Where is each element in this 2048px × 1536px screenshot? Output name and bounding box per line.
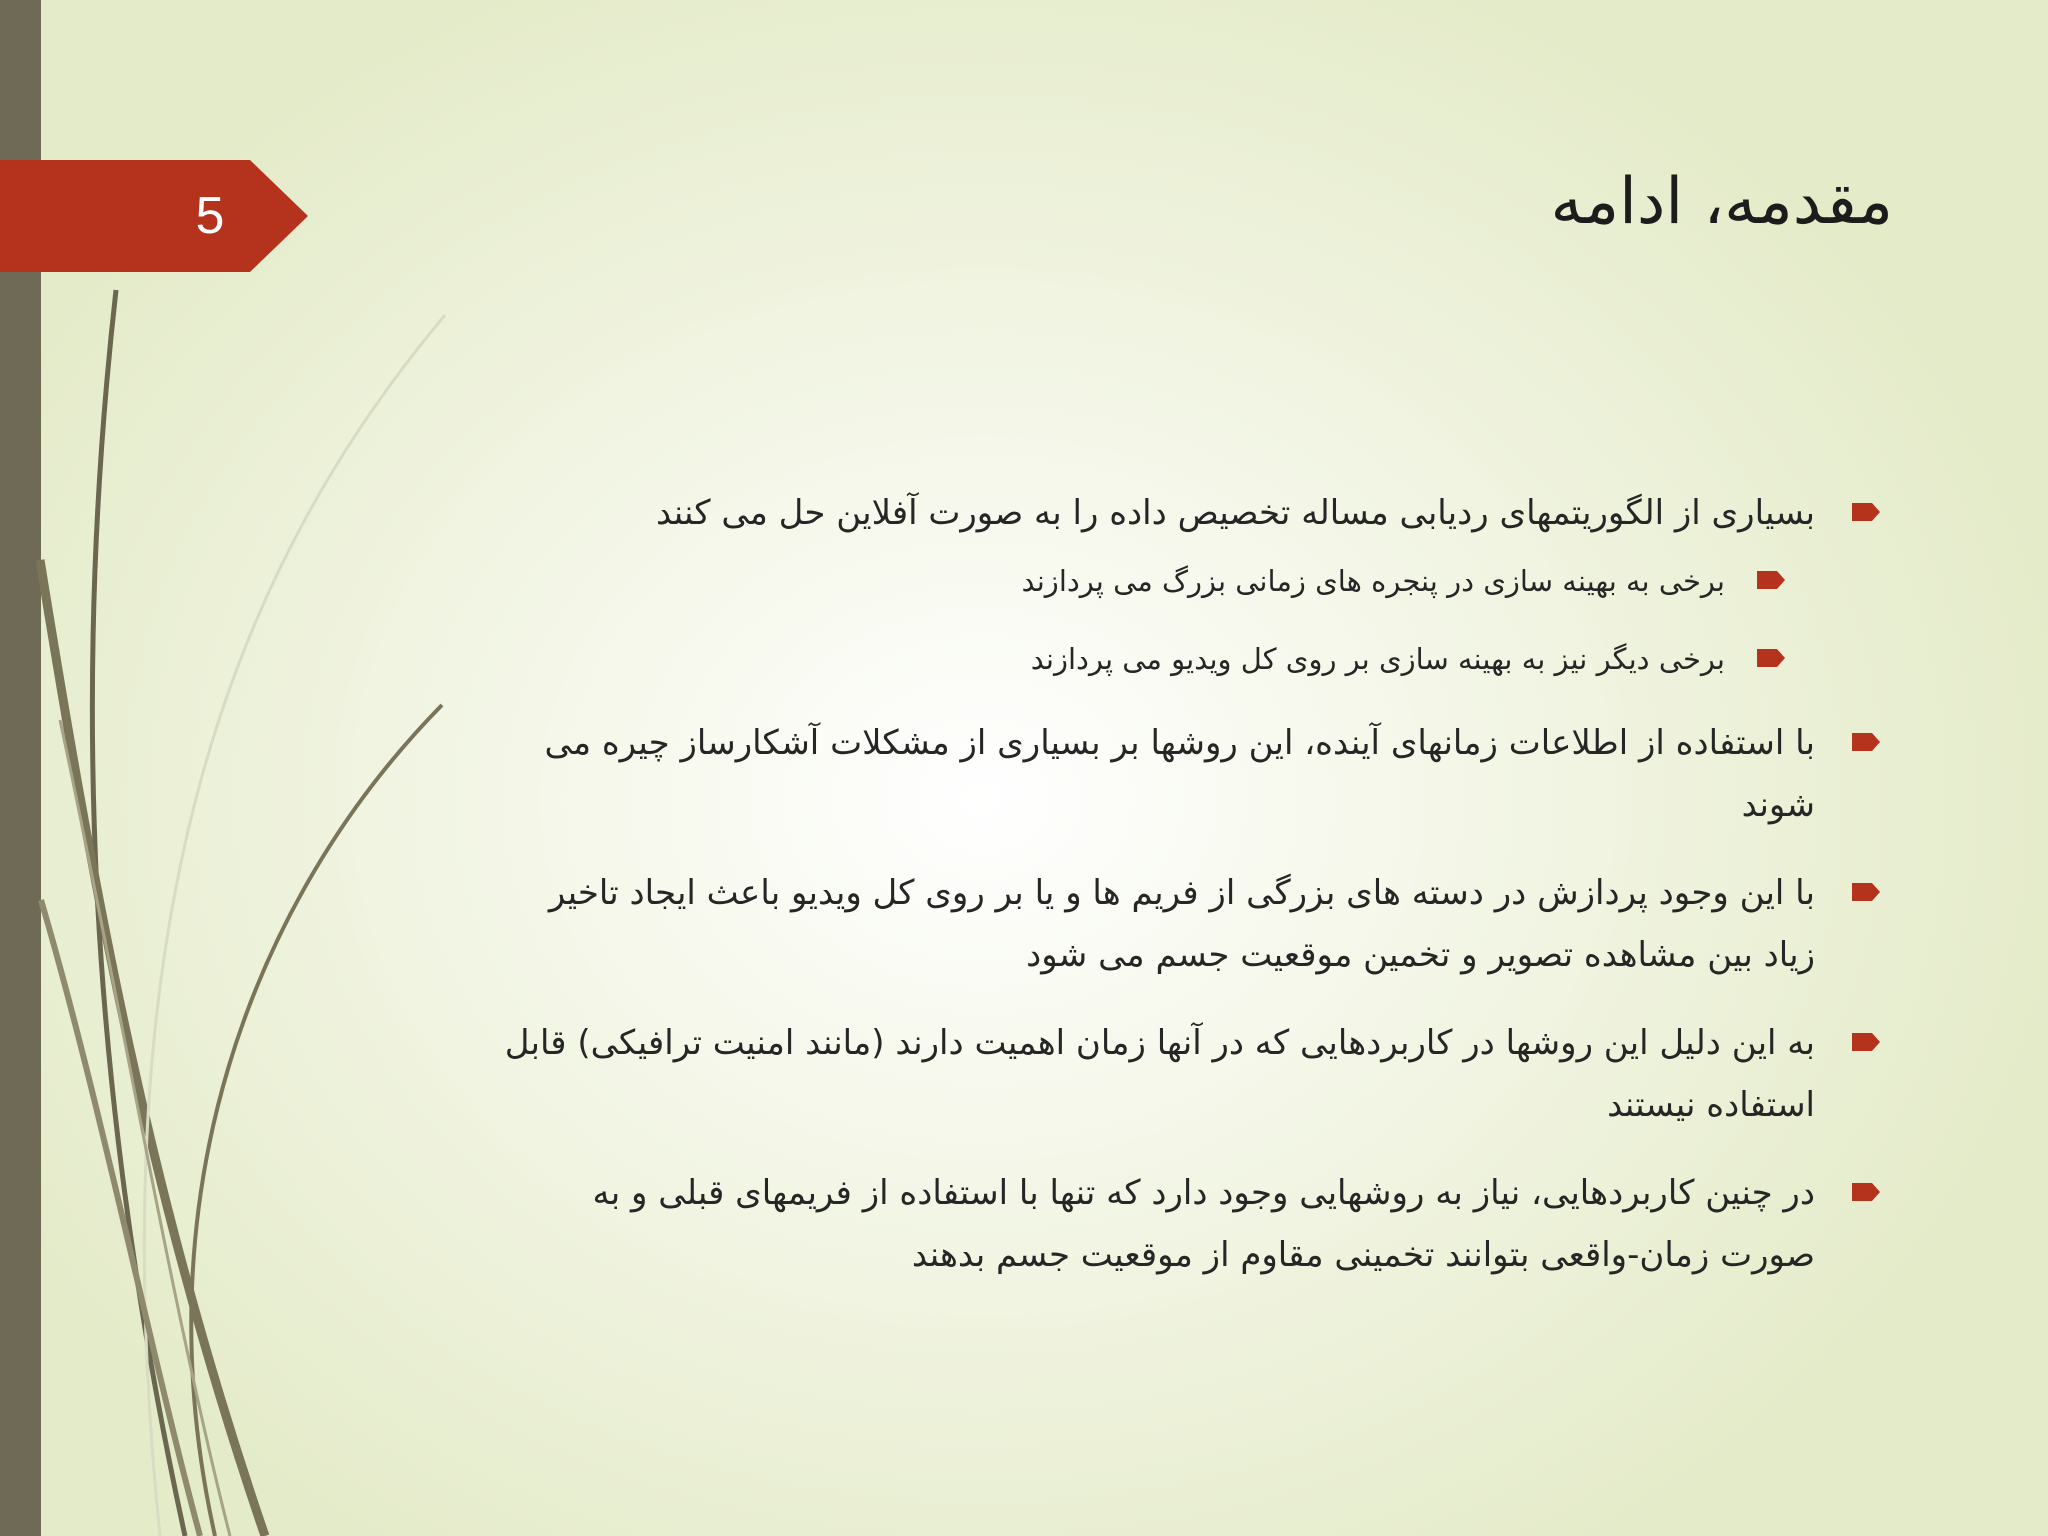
sub-bullet-text: برخی به بهینه سازی در پنجره های زمانی بزرگ می پردازند <box>1021 564 1725 598</box>
arrow-bullet-icon <box>1757 649 1785 667</box>
bullet-text: بسیاری از الگوریتمهای ردیابی مساله تخصیص داده را به صورت آفلاین حل می کنند <box>655 493 1815 533</box>
sub-bullet-item <box>490 632 1725 686</box>
bullet-text: در چنین کاربردهایی، نیاز به روشهایی وجود دارد که تنها با استفاده از فریمهای قبلی و به صورت زمان-واقعی بتوانند تخمینی مقاوم از موقعیت جسم بدهند <box>592 1173 1815 1275</box>
slide-content <box>490 482 1815 1312</box>
arrow-bullet-icon <box>1757 571 1785 589</box>
arrow-bullet-icon <box>1852 883 1880 901</box>
bullet-item <box>490 862 1815 986</box>
arrow-bullet-icon <box>1852 733 1880 751</box>
sub-bullet-item <box>490 554 1725 608</box>
bullet-text: با این وجود پردازش در دسته های بزرگی از فریم ها و یا بر روی کل ویدیو باعث ایجاد تاخیر زیاد بین مشاهده تصویر و تخمین موقعیت جسم می شود <box>548 873 1815 975</box>
bullet-text: به این دلیل این روشها در کاربردهایی که در آنها زمان اهمیت دارند (مانند امنیت ترافیکی) قابل استفاده نیستند <box>504 1023 1815 1125</box>
bullet-item <box>490 712 1815 836</box>
page-number: 5 <box>195 187 225 245</box>
page-number-tab <box>0 160 308 272</box>
bullet-item <box>490 482 1815 686</box>
slide-title: مقدمه، ادامه <box>1550 165 1893 239</box>
bullet-item <box>490 1162 1815 1286</box>
bullet-list <box>490 482 1815 1286</box>
arrow-bullet-icon <box>1852 1183 1880 1201</box>
bullet-item <box>490 1012 1815 1136</box>
arrow-bullet-icon <box>1852 503 1880 521</box>
sub-bullet-text: برخی دیگر نیز به بهینه سازی بر روی کل ویدیو می پردازند <box>1030 642 1725 676</box>
bullet-text: با استفاده از اطلاعات زمانهای آینده، این روشها بر بسیاری از مشکلات آشکارساز چیره می شوند <box>544 723 1815 825</box>
arrow-bullet-icon <box>1852 1033 1880 1051</box>
sub-bullet-list <box>490 554 1815 686</box>
